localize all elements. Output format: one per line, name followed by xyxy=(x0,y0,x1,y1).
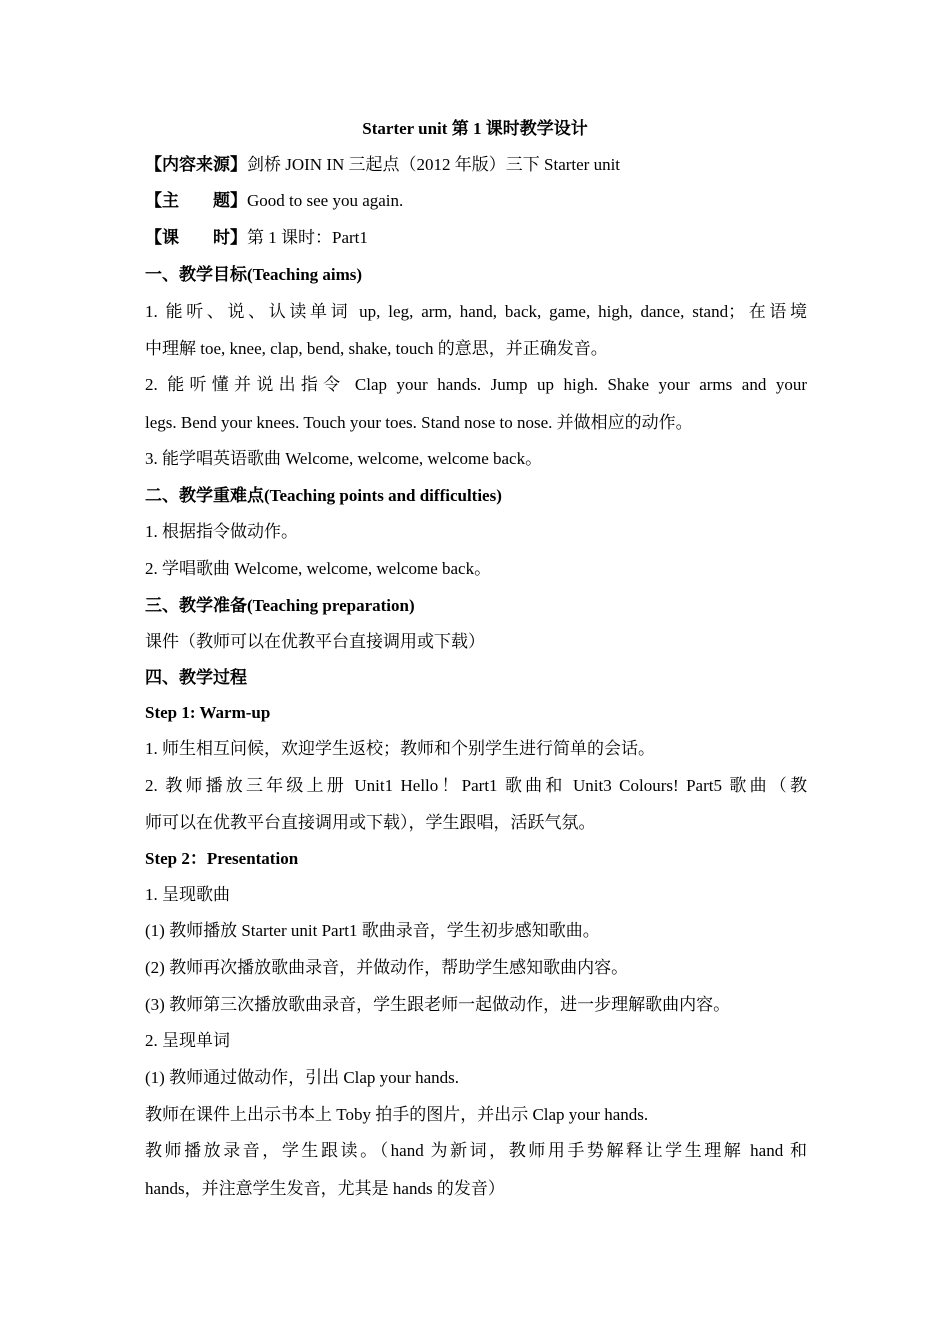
meta-period-label: 【课 时】 xyxy=(145,228,247,247)
meta-topic-value: Good to see you again. xyxy=(247,191,404,210)
meta-topic-label: 【主 题】 xyxy=(145,191,247,210)
meta-period xyxy=(145,227,807,249)
document-title: Starter unit 第 1 课时教学设计 xyxy=(362,119,588,138)
step2-line: (3) 教师第三次播放歌曲录音，学生跟老师一起做动作，进一步理解歌曲内容。 xyxy=(145,995,731,1014)
section1-line: 3. 能学唱英语歌曲 Welcome, welcome, welcome back。 xyxy=(145,449,543,468)
section1-heading: 一、教学目标(Teaching aims) xyxy=(145,265,363,284)
step2-heading: Step 2：Presentation xyxy=(145,849,299,868)
section1-line: 1. 能听、说、认读单词 up, leg, arm, hand, back, game, high, dance, stand；在语境 xyxy=(145,302,807,321)
step2-line: 教师播放录音，学生跟读。（hand 为新词，教师用手势解释让学生理解 hand 和 xyxy=(145,1141,807,1160)
section3-heading: 三、教学准备(Teaching preparation) xyxy=(145,596,415,615)
section1-line: 2. 能听懂并说出指令 Clap your hands. Jump up high. Shake your arms and your xyxy=(145,375,807,394)
step2-line: hands，并注意学生发音，尤其是 hands 的发音） xyxy=(145,1179,505,1198)
step2-line: 1. 呈现歌曲 xyxy=(145,885,230,904)
section1-line: legs. Bend your knees. Touch your toes. Stand nose to nose. 并做相应的动作。 xyxy=(145,413,693,432)
section2-line: 1. 根据指令做动作。 xyxy=(145,522,298,541)
meta-topic xyxy=(145,190,807,212)
section3-line: 课件（教师可以在优教平台直接调用或下载） xyxy=(145,632,485,651)
step1-line: 2. 教师播放三年级上册 Unit1 Hello！Part1 歌曲和 Unit3 Colours! Part5 歌曲（教 xyxy=(145,776,807,795)
meta-source-value: 剑桥 JOIN IN 三起点（2012 年版）三下 Starter unit xyxy=(247,155,621,174)
meta-source xyxy=(145,154,807,176)
meta-source-label: 【内容来源】 xyxy=(145,155,247,174)
section1-line: 中理解 toe, knee, clap, bend, shake, touch 的意思，并正确发音。 xyxy=(145,339,608,358)
step1-line: 1. 师生相互问候，欢迎学生返校；教师和个别学生进行简单的会话。 xyxy=(145,739,655,758)
section4-heading: 四、教学过程 xyxy=(145,668,247,687)
step1-line: 师可以在优教平台直接调用或下载），学生跟唱，活跃气氛。 xyxy=(145,813,596,832)
step1-heading: Step 1: Warm-up xyxy=(145,703,271,722)
step2-line: (1) 教师播放 Starter unit Part1 歌曲录音，学生初步感知歌曲。 xyxy=(145,921,600,940)
section2-heading: 二、教学重难点(Teaching points and difficulties) xyxy=(145,486,502,505)
meta-period-value: 第 1 课时：Part1 xyxy=(247,228,368,247)
step2-line: (1) 教师通过做动作，引出 Clap your hands. xyxy=(145,1068,460,1087)
step2-line: 教师在课件上出示书本上 Toby 拍手的图片，并出示 Clap your hands. xyxy=(145,1105,649,1124)
step2-line: (2) 教师再次播放歌曲录音，并做动作，帮助学生感知歌曲内容。 xyxy=(145,958,629,977)
section2-line: 2. 学唱歌曲 Welcome, welcome, welcome back。 xyxy=(145,559,492,578)
step2-line: 2. 呈现单词 xyxy=(145,1031,230,1050)
